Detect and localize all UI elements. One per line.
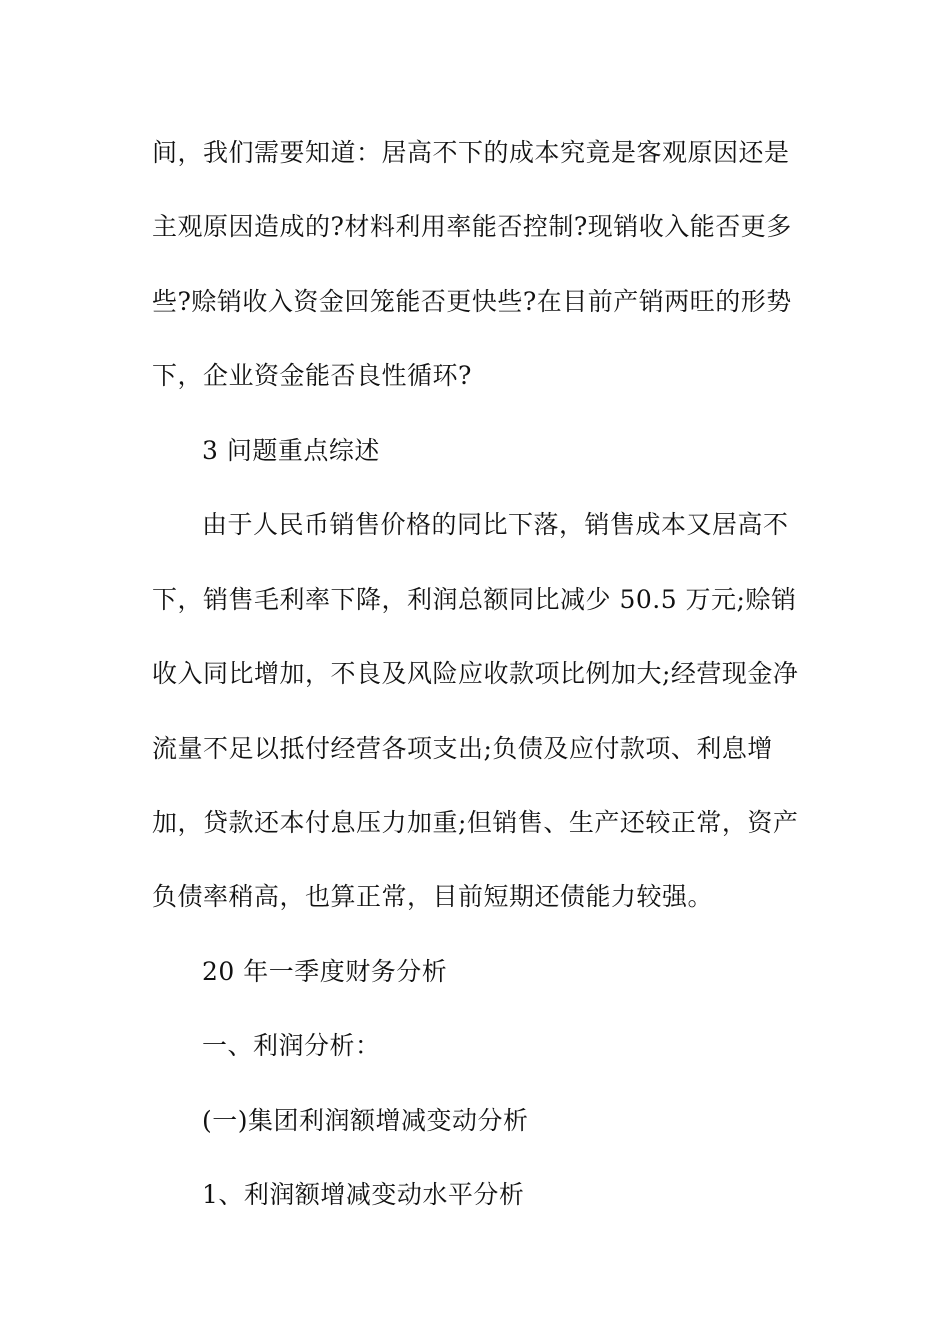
paragraph-line: 主观原因造成的?材料利用率能否控制?现销收入能否更多 <box>152 212 792 241</box>
paragraph-line: 由于人民币销售价格的同比下落，销售成本又居高不 <box>202 510 789 539</box>
section-heading: 一、利润分析： <box>202 1031 381 1060</box>
paragraph-line: 收入同比增加，不良及风险应收款项比例加大;经营现金净 <box>152 659 799 688</box>
paragraph-line: 间，我们需要知道：居高不下的成本究竟是客观原因还是 <box>152 138 790 167</box>
section-heading: 20 年一季度财务分析 <box>202 957 448 986</box>
section-heading: 3 问题重点综述 <box>202 436 380 465</box>
subsection-heading: 1、利润额增减变动水平分析 <box>202 1180 525 1209</box>
subsection-heading: (一)集团利润额增减变动分析 <box>202 1106 529 1135</box>
paragraph-line: 些?赊销收入资金回笼能否更快些?在目前产销两旺的形势 <box>152 287 792 316</box>
paragraph-line: 下，销售毛利率下降，利润总额同比减少 50.5 万元;赊销 <box>152 585 797 614</box>
paragraph-line: 负债率稍高，也算正常，目前短期还债能力较强。 <box>152 882 714 911</box>
paragraph-line: 流量不足以抵付经营各项支出;负债及应付款项、利息增 <box>152 734 773 763</box>
paragraph-line: 加，贷款还本付息压力加重;但销售、生产还较正常，资产 <box>152 808 799 837</box>
paragraph-line: 下，企业资金能否良性循环? <box>152 361 472 390</box>
